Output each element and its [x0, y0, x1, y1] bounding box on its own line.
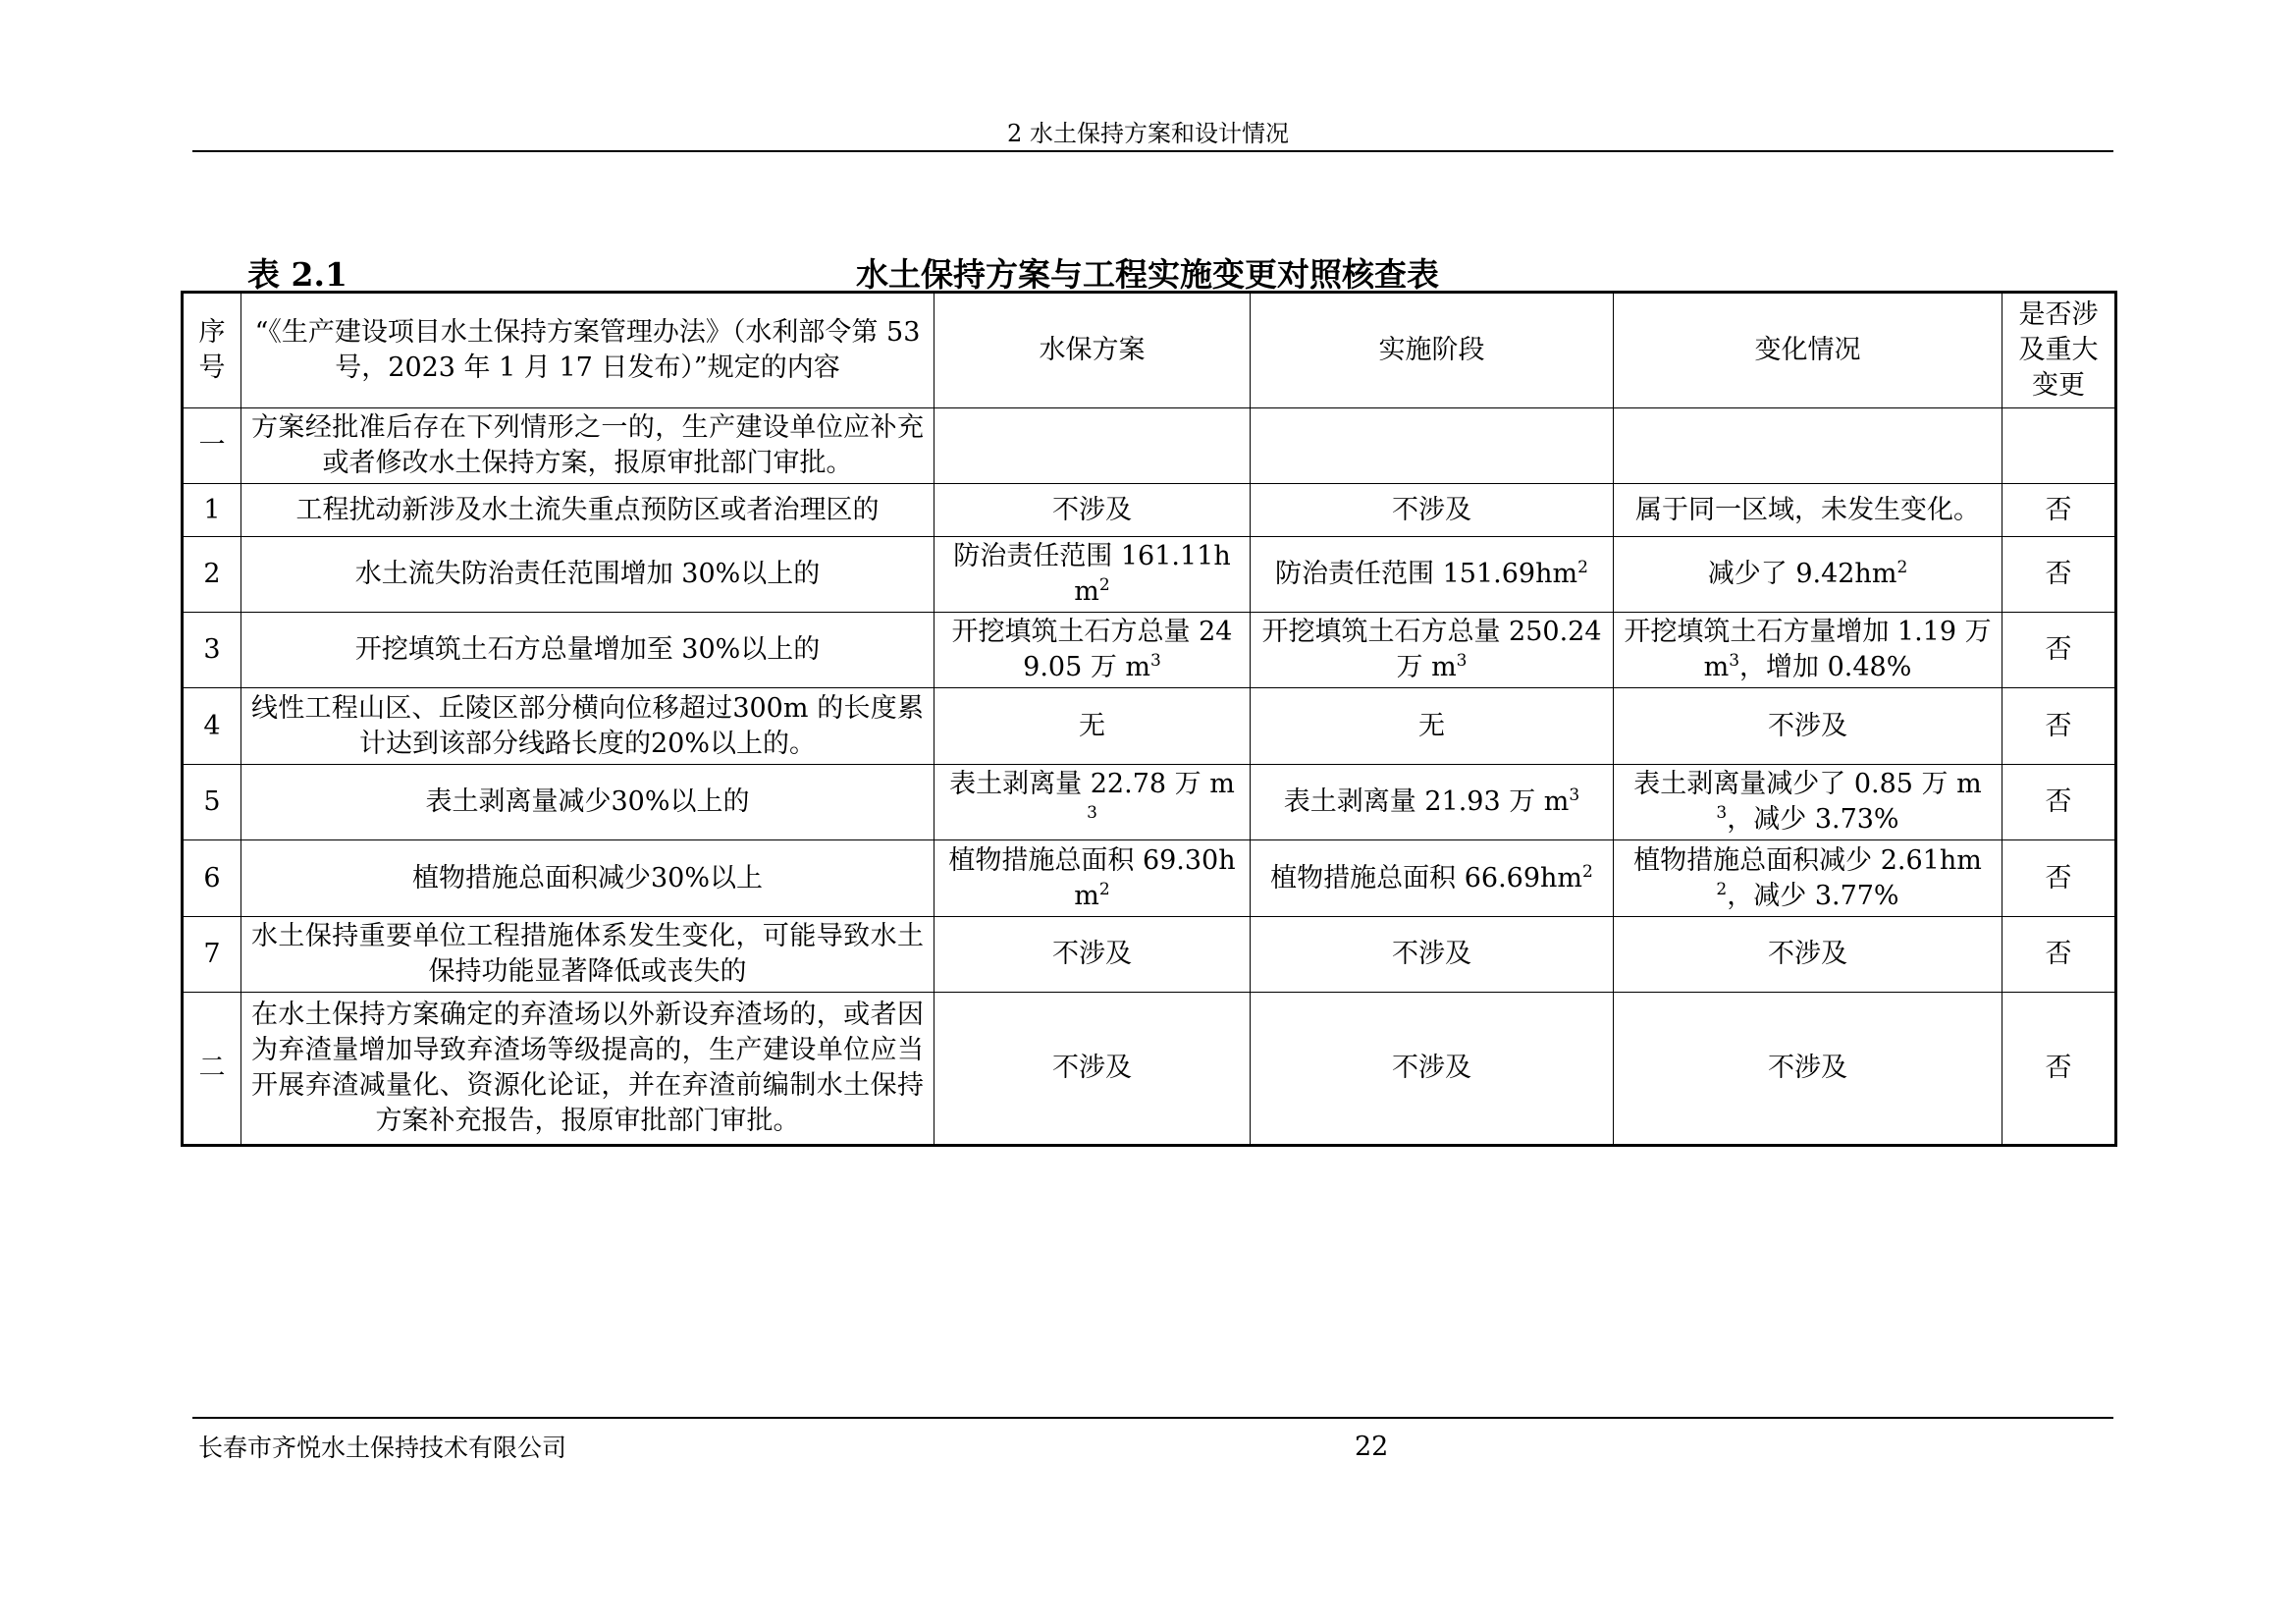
row-major: 否	[2002, 840, 2116, 917]
row-plan: 开挖填筑土石方总量 249.05 万 $m^3$	[934, 613, 1251, 688]
row-implementation: 无	[1251, 688, 1614, 765]
row-change: 植物措施总面积减少 $2.61hm^2$，减少 3.77%	[1614, 840, 2002, 917]
row-no: 1	[183, 484, 241, 537]
row-no: 7	[183, 917, 241, 993]
row-major: 否	[2002, 688, 2116, 765]
row-change: 不涉及	[1614, 917, 2002, 993]
table-title: 水土保持方案与工程实施变更对照核查表	[856, 255, 1439, 294]
row-plan: 表土剥离量 22.78 万 $m^3$	[934, 765, 1251, 840]
footer-company: 长春市齐悦水土保持技术有限公司	[198, 1434, 567, 1462]
row-no: 2	[183, 537, 241, 613]
row-plan: 植物措施总面积 $69.30hm^2$	[934, 840, 1251, 917]
table-row	[183, 688, 2116, 765]
header-major-change: 是否涉及重大变更	[2002, 293, 2116, 408]
row-major: 否	[2002, 993, 2116, 1146]
table-caption	[181, 249, 2114, 294]
row-change: 属于同一区域，未发生变化。	[1614, 484, 2002, 537]
row-implementation: 不涉及	[1251, 993, 1614, 1146]
row-rule: 表土剥离量减少30%以上的	[241, 765, 934, 840]
row-major: 否	[2002, 765, 2116, 840]
row-implementation	[1251, 408, 1614, 484]
header-no: 序号	[183, 293, 241, 408]
row-plan	[934, 408, 1251, 484]
running-header: 2 水土保持方案和设计情况	[1007, 120, 1289, 147]
row-change: 减少了 $9.42hm^2$	[1614, 537, 2002, 613]
row-change: 表土剥离量减少了 0.85 万 $m^3$，减少 3.73%	[1614, 765, 2002, 840]
row-major	[2002, 408, 2116, 484]
row-plan: 不涉及	[934, 993, 1251, 1146]
table-row	[183, 613, 2116, 688]
header-plan: 水保方案	[934, 293, 1251, 408]
row-change: 开挖填筑土石方量增加 1.19 万 $m^3$，增加 0.48%	[1614, 613, 2002, 688]
row-implementation: 防治责任范围 $151.69hm^2$	[1251, 537, 1614, 613]
row-major: 否	[2002, 917, 2116, 993]
row-no: 一	[183, 408, 241, 484]
row-implementation: 表土剥离量 21.93 万 $m^3$	[1251, 765, 1614, 840]
row-implementation: 不涉及	[1251, 484, 1614, 537]
table-number: 表 2.1	[247, 255, 347, 294]
change-check-table	[181, 291, 2117, 1147]
row-rule: 方案经批准后存在下列情形之一的，生产建设单位应补充或者修改水土保持方案，报原审批部门审批。	[241, 408, 934, 484]
row-rule: 在水土保持方案确定的弃渣场以外新设弃渣场的，或者因为弃渣量增加导致弃渣场等级提高的，生产建设单位应当开展弃渣减量化、资源化论证，并在弃渣前编制水土保持方案补充报告，报原审批部门审批。	[241, 993, 934, 1146]
footer-divider	[192, 1417, 2113, 1419]
table-row	[183, 993, 2116, 1146]
row-plan: 无	[934, 688, 1251, 765]
header-divider	[192, 150, 2113, 152]
row-change	[1614, 408, 2002, 484]
row-no: 5	[183, 765, 241, 840]
row-plan: 防治责任范围 $161.11hm^2$	[934, 537, 1251, 613]
header-rule: “《生产建设项目水土保持方案管理办法》（水利部令第 53 号，2023 年 1 月 17 日发布）”规定的内容	[241, 293, 934, 408]
table-row	[183, 840, 2116, 917]
row-no: 二	[183, 993, 241, 1146]
row-implementation: 不涉及	[1251, 917, 1614, 993]
row-no: 3	[183, 613, 241, 688]
row-implementation: 开挖填筑土石方总量 250.24 万 $m^3$	[1251, 613, 1614, 688]
row-rule: 线性工程山区、丘陵区部分横向位移超过300m 的长度累计达到该部分线路长度的20%以上的。	[241, 688, 934, 765]
table-row	[183, 765, 2116, 840]
row-no: 4	[183, 688, 241, 765]
row-implementation: 植物措施总面积 $66.69hm^2$	[1251, 840, 1614, 917]
row-rule: 水土保持重要单位工程措施体系发生变化，可能导致水土保持功能显著降低或丧失的	[241, 917, 934, 993]
row-plan: 不涉及	[934, 484, 1251, 537]
header-implementation: 实施阶段	[1251, 293, 1614, 408]
table-row	[183, 917, 2116, 993]
row-major: 否	[2002, 537, 2116, 613]
row-change: 不涉及	[1614, 688, 2002, 765]
row-rule: 开挖填筑土石方总量增加至 30%以上的	[241, 613, 934, 688]
row-major: 否	[2002, 484, 2116, 537]
row-rule: 植物措施总面积减少30%以上	[241, 840, 934, 917]
row-plan: 不涉及	[934, 917, 1251, 993]
page-number: 22	[1355, 1432, 1389, 1462]
row-rule: 水土流失防治责任范围增加 30%以上的	[241, 537, 934, 613]
table-row	[183, 408, 2116, 484]
row-major: 否	[2002, 613, 2116, 688]
row-change: 不涉及	[1614, 993, 2002, 1146]
table-row	[183, 484, 2116, 537]
header-change: 变化情况	[1614, 293, 2002, 408]
table-header-row	[183, 293, 2116, 408]
row-no: 6	[183, 840, 241, 917]
table-row	[183, 537, 2116, 613]
row-rule: 工程扰动新涉及水土流失重点预防区或者治理区的	[241, 484, 934, 537]
